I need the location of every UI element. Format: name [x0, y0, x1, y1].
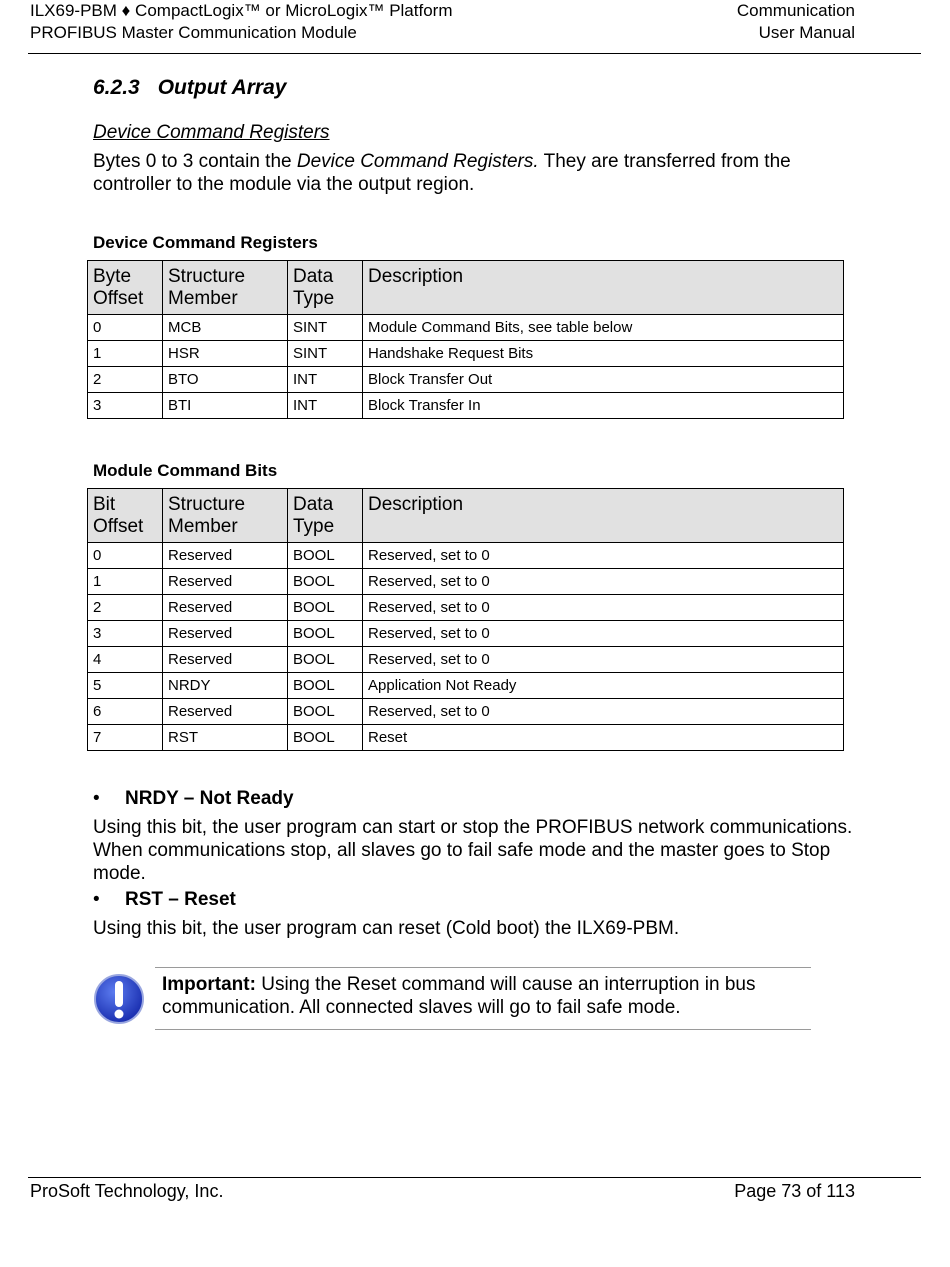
table-cell: Reserved, set to 0: [363, 543, 844, 569]
table-caption-device-command: Device Command Registers: [93, 233, 318, 252]
bullet-title: NRDY – Not Ready: [125, 788, 294, 809]
footer-page-number: Page 73 of 113: [734, 1181, 855, 1201]
nrdy-description: Using this bit, the user program can start or stop the PROFIBUS network communications. When communications stop, all slaves go to fail safe mode and the master goes to Stop mode.: [93, 817, 853, 884]
bullet-marker: •: [93, 889, 100, 910]
table-cell: Module Command Bits, see table below: [363, 315, 844, 341]
important-top-rule: [155, 967, 811, 968]
column-header: Data Type: [288, 261, 363, 315]
table-header-row: [88, 489, 844, 543]
table-row: [88, 341, 844, 367]
module-command-bits-table: [87, 488, 844, 751]
table-row: [88, 367, 844, 393]
table-cell: Reset: [363, 725, 844, 751]
table-cell: Handshake Request Bits: [363, 341, 844, 367]
table-cell: BOOL: [288, 543, 363, 569]
table-cell: Reserved, set to 0: [363, 595, 844, 621]
table-cell: Reserved: [163, 595, 288, 621]
table-row: [88, 621, 844, 647]
table-cell: Reserved, set to 0: [363, 647, 844, 673]
table-row: [88, 673, 844, 699]
table-cell: NRDY: [163, 673, 288, 699]
section-title: Output Array: [157, 76, 287, 99]
table-cell: Block Transfer Out: [363, 367, 844, 393]
header-doc-type: User Manual: [758, 23, 855, 42]
table-cell: HSR: [163, 341, 288, 367]
column-header: Bit Offset: [88, 489, 163, 543]
table-cell: Reserved: [163, 569, 288, 595]
table-cell: Reserved, set to 0: [363, 569, 844, 595]
device-command-paragraph: [93, 150, 853, 196]
column-header: Structure Member: [163, 261, 288, 315]
important-bottom-rule: [155, 1029, 811, 1030]
bullet-title: RST – Reset: [125, 889, 236, 910]
table-cell: BOOL: [288, 673, 363, 699]
table-cell: 1: [88, 569, 163, 595]
paragraph-emphasis: Device Command Registers.: [296, 151, 539, 172]
table-row: [88, 699, 844, 725]
table-cell: Reserved: [163, 543, 288, 569]
table-cell: BOOL: [288, 569, 363, 595]
column-header: Description: [363, 489, 844, 543]
table-cell: Application Not Ready: [363, 673, 844, 699]
column-header: Data Type: [288, 489, 363, 543]
important-note: [162, 973, 802, 1019]
table-cell: BOOL: [288, 595, 363, 621]
table-cell: Reserved: [163, 621, 288, 647]
table-cell: Reserved: [163, 647, 288, 673]
table-cell: Reserved: [163, 699, 288, 725]
table-cell: 0: [88, 543, 163, 569]
table-cell: 5: [88, 673, 163, 699]
table-cell: INT: [288, 393, 363, 419]
section-number: 6.2.3: [93, 76, 140, 99]
table-cell: Reserved, set to 0: [363, 621, 844, 647]
table-row: [88, 315, 844, 341]
table-cell: 2: [88, 595, 163, 621]
device-command-subtitle: Device Command Registers: [93, 122, 330, 143]
table-cell: Reserved, set to 0: [363, 699, 844, 725]
table-row: [88, 543, 844, 569]
table-cell: 1: [88, 341, 163, 367]
exclamation-circle-icon: [93, 973, 145, 1025]
rst-description: Using this bit, the user program can reset (Cold boot) the ILX69-PBM.: [93, 918, 680, 939]
header-module-name: PROFIBUS Master Communication Module: [30, 23, 357, 42]
table-cell: 6: [88, 699, 163, 725]
table-cell: BOOL: [288, 647, 363, 673]
table-row: [88, 647, 844, 673]
table-cell: BOOL: [288, 725, 363, 751]
column-header: Description: [363, 261, 844, 315]
table-cell: 2: [88, 367, 163, 393]
table-cell: BTO: [163, 367, 288, 393]
important-label: Important:: [162, 974, 256, 995]
table-row: [88, 569, 844, 595]
footer-divider: [28, 1177, 921, 1178]
bullet-rst: [93, 889, 236, 911]
page-header-left: [30, 0, 453, 44]
table-cell: 3: [88, 393, 163, 419]
table-header-row: [88, 261, 844, 315]
table-cell: Block Transfer In: [363, 393, 844, 419]
table-cell: BOOL: [288, 699, 363, 725]
bullet-nrdy: [93, 788, 294, 810]
table-cell: BTI: [163, 393, 288, 419]
column-header: Byte Offset: [88, 261, 163, 315]
table-cell: 7: [88, 725, 163, 751]
table-cell: 0: [88, 315, 163, 341]
header-section-name: Communication: [736, 1, 855, 20]
table-row: [88, 595, 844, 621]
page-header-right: [737, 0, 855, 44]
bullet-marker: •: [93, 788, 100, 809]
important-text: Using the Reset command will cause an interruption in bus communication. All connected slaves will go to fail safe mode.: [162, 974, 756, 1018]
paragraph-text: Bytes 0 to 3 contain the: [93, 151, 297, 172]
table-cell: MCB: [163, 315, 288, 341]
table-row: [88, 725, 844, 751]
header-divider: [28, 53, 921, 54]
table-cell: 3: [88, 621, 163, 647]
paragraph-text: They are transferred from the controller to the module via the output region.: [93, 151, 791, 195]
table-cell: SINT: [288, 341, 363, 367]
table-caption-module-command-bits: Module Command Bits: [93, 461, 278, 480]
table-cell: 4: [88, 647, 163, 673]
table-cell: SINT: [288, 315, 363, 341]
table-row: [88, 393, 844, 419]
column-header: Structure Member: [163, 489, 288, 543]
table-cell: INT: [288, 367, 363, 393]
table-cell: BOOL: [288, 621, 363, 647]
header-product-line: ILX69-PBM ♦ CompactLogix™ or MicroLogix™ Platform: [30, 1, 453, 20]
table-cell: RST: [163, 725, 288, 751]
device-command-registers-table: [87, 260, 844, 419]
section-heading: [93, 76, 286, 100]
footer-company: ProSoft Technology, Inc.: [30, 1181, 224, 1201]
